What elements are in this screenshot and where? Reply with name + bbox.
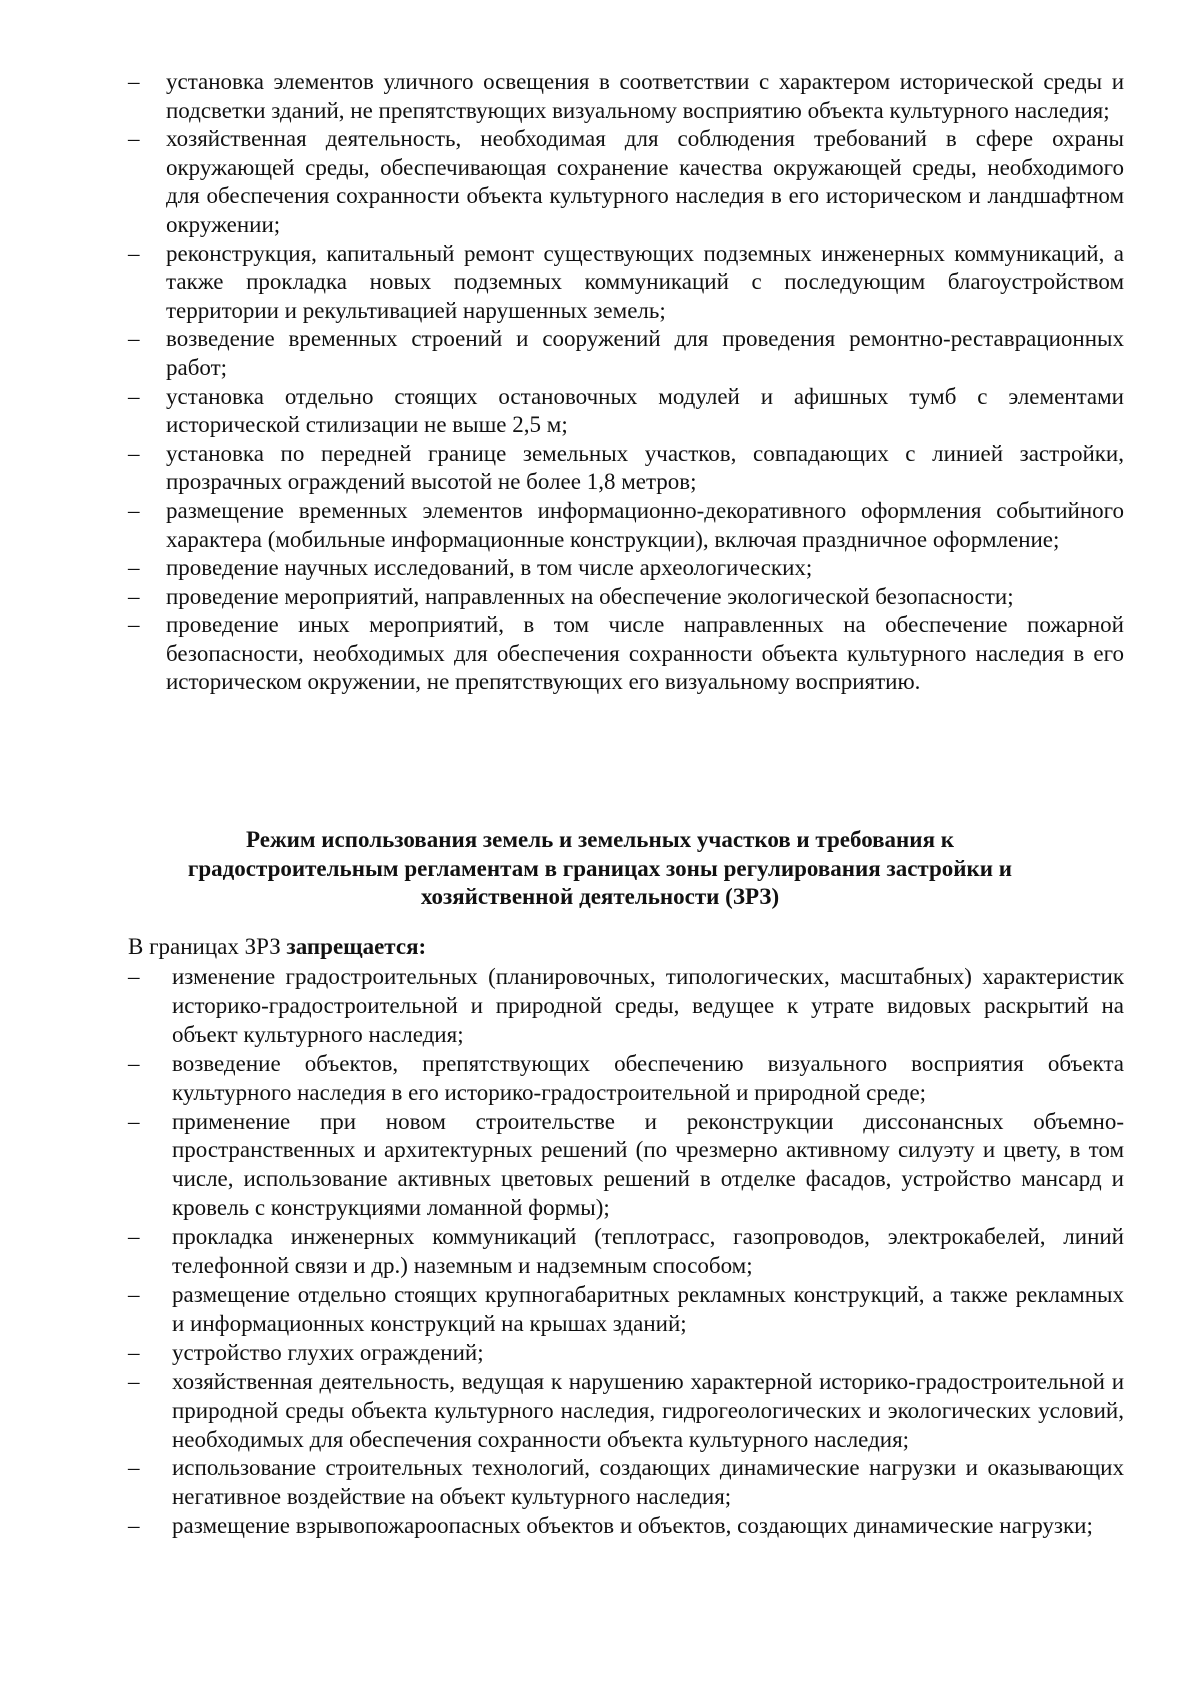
list-item-text: прокладка инженерных коммуникаций (теплотрасс, газопроводов, электрокабелей, линий телефонной связи и др.) наземным и надземным способом; [172, 1224, 1124, 1279]
list-dash: – [128, 326, 140, 352]
list-item-text: проведение мероприятий, направленных на обеспечение экологической безопасности; [166, 583, 1014, 609]
prohibitions-intro [128, 932, 426, 961]
list-item [128, 1512, 1124, 1541]
list-item-text: реконструкция, капитальный ремонт существующих подземных инженерных коммуникаций, а также прокладка новых подземных коммуникаций с последующим благоустройством территории и рекультивацией нарушенных земель; [166, 240, 1124, 323]
list-dash: – [128, 69, 140, 94]
list-item [128, 1281, 1124, 1339]
list-dash: – [128, 1050, 140, 1076]
list-item [128, 440, 1124, 497]
intro-text: В границах ЗРЗ [128, 934, 287, 959]
list-dash: – [128, 1224, 140, 1250]
intro-bold-text: запрещается: [286, 934, 427, 959]
list-item-text: установка элементов уличного освещения в соответствии с характером исторической среды и подсветки зданий, не препятствующих визуальному восприятию объекта культурного наследия; [166, 69, 1124, 123]
section-heading [140, 826, 1060, 912]
list-item-text: возведение объектов, препятствующих обеспечению визуального восприятия объекта культурного наследия в его историко-градостроительной и природной среде; [172, 1050, 1124, 1105]
list-item-text: применение при новом строительстве и реконструкции диссонансных объемно-пространственных и архитектурных решений (по чрезмерно активному силуэту и цвету, в том числе, использование активных цветовых решений в отделке фасадов, устройство мансард и кровель с конструкциями ломанной формы); [172, 1108, 1124, 1221]
list-dash: – [128, 555, 140, 581]
list-item-text: размещение взрывопожароопасных объектов и объектов, создающих динамические нагрузки; [172, 1513, 1093, 1539]
list-dash: – [128, 1339, 140, 1365]
list-item-text: размещение отдельно стоящих крупногабаритных рекламных конструкций, а также рекламных и информационных конструкций на крышах зданий; [172, 1281, 1124, 1336]
list-item [128, 1368, 1124, 1455]
list-dash: – [128, 1368, 140, 1394]
list-item [128, 554, 1124, 583]
list-dash: – [128, 612, 140, 638]
list-dash: – [128, 1108, 140, 1134]
list-item-text: проведение научных исследований, в том числе археологических; [166, 555, 813, 581]
list-item-text: возведение временных строений и сооружений для проведения ремонтно-реставрационных работ; [166, 326, 1124, 380]
list-dash: – [128, 1513, 140, 1539]
list-item-text: установка по передней границе земельных участков, совпадающих с линией застройки, прозрачных ограждений высотой не более 1,8 метров; [166, 440, 1124, 495]
list-dash: – [128, 1281, 140, 1307]
list-item [128, 68, 1124, 125]
list-item [128, 583, 1124, 612]
list-item-text: хозяйственная деятельность, ведущая к нарушению характерной историко-градостроительной и природной среды объекта культурного наследия, гидрогеологических и экологических условий, необходимых для обеспечения сохранности объекта культурного наследия; [172, 1368, 1124, 1452]
list-dash: – [128, 126, 140, 152]
section-heading-line: градостроительным регламентам в границах зоны регулирования застройки и [187, 855, 1013, 881]
section-heading-line: Режим использования земель и земельных участков и требования к [245, 827, 955, 852]
list-dash: – [128, 1455, 140, 1481]
list-item [128, 1050, 1124, 1108]
list-item [128, 1108, 1124, 1224]
list-item [128, 963, 1124, 1050]
list-item-text: изменение градостроительных (планировочных, типологических, масштабных) характеристик историко-градостроительной и природной среды, ведущее к утрате видовых раскрытий на объект культурного наследия; [172, 964, 1124, 1047]
list-item [128, 325, 1124, 382]
list-dash: – [128, 240, 140, 266]
list-item [128, 1454, 1124, 1512]
list-dash: – [128, 964, 140, 989]
list-item-text: хозяйственная деятельность, необходимая для соблюдения требований в сфере охраны окружающей среды, обеспечивающая сохранение качества окружающей среды, необходимого для обеспечения сохранности объекта культурного наследия в его историческом и ландшафтном окружении; [166, 126, 1124, 237]
list-item-text: устройство глухих ограждений; [172, 1339, 484, 1365]
prohibited-activities-list [128, 963, 1124, 1541]
list-dash: – [128, 383, 140, 409]
list-dash: – [128, 583, 140, 609]
list-dash: – [128, 497, 140, 523]
list-item-text: использование строительных технологий, создающих динамические нагрузки и оказывающих негативное воздействие на объект культурного наследия; [172, 1455, 1124, 1510]
list-item-text: размещение временных элементов информационно-декоративного оформления событийного характера (мобильные информационные конструкции), включая праздничное оформление; [166, 497, 1124, 552]
permitted-activities-list [128, 68, 1124, 697]
list-dash: – [128, 440, 140, 466]
list-item-text: установка отдельно стоящих остановочных модулей и афишных тумб с элементами исторической стилизации не выше 2,5 м; [166, 383, 1124, 438]
list-item [128, 611, 1124, 697]
list-item [128, 383, 1124, 440]
list-item-text: проведение иных мероприятий, в том числе направленных на обеспечение пожарной безопасности, необходимых для обеспечения сохранности объекта культурного наследия в его историческом окружении, не препятствующих его визуальному восприятию. [166, 612, 1124, 695]
list-item [128, 497, 1124, 554]
list-item [128, 240, 1124, 326]
list-item [128, 1339, 1124, 1368]
list-item [128, 1223, 1124, 1281]
list-item [128, 125, 1124, 239]
section-heading-line: хозяйственной деятельности (ЗРЗ) [420, 884, 780, 909]
